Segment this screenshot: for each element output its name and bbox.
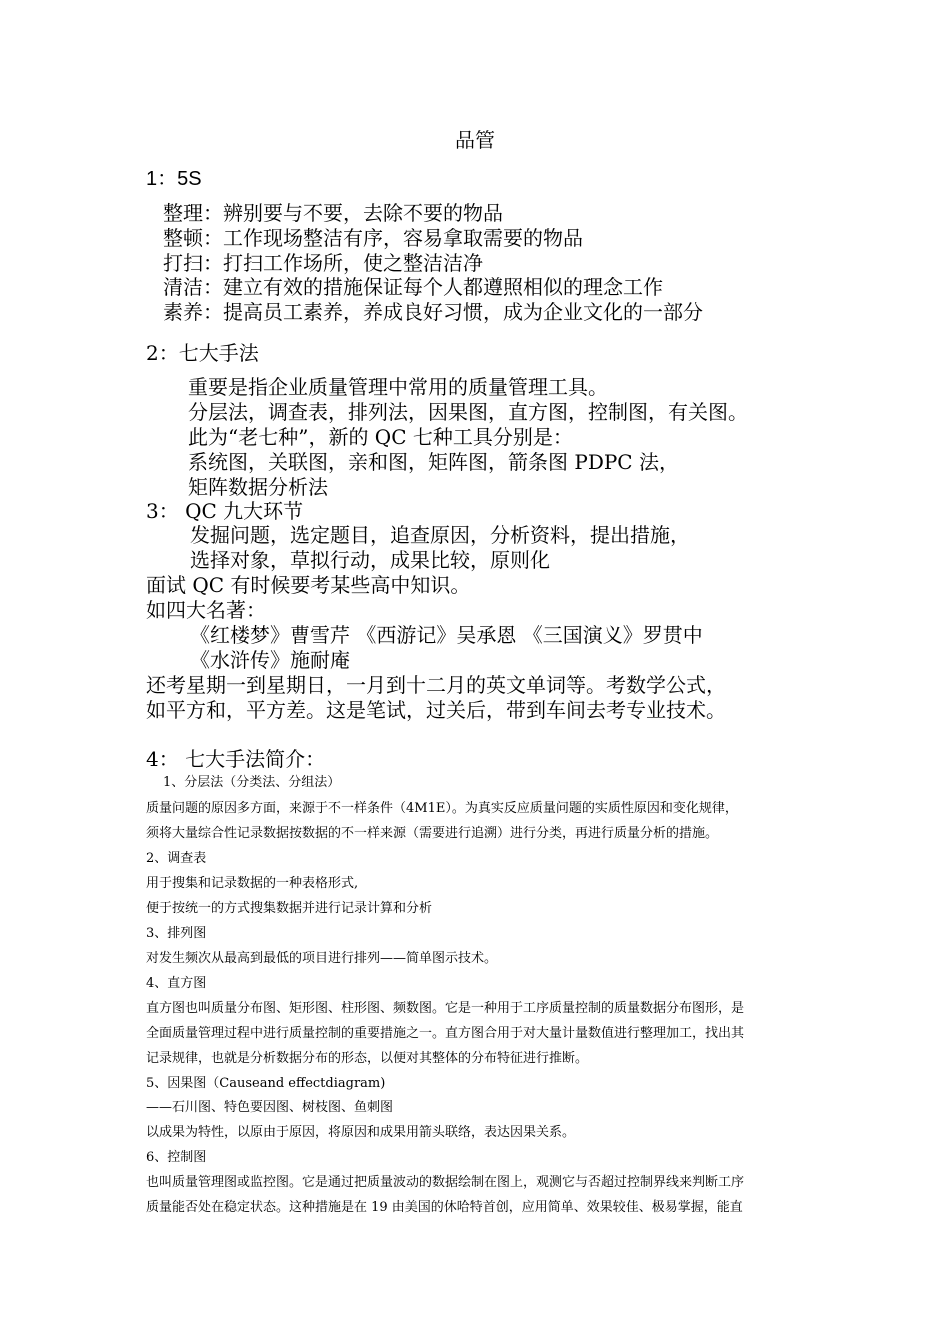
interview-line: 如四大名著： [146, 598, 266, 622]
s4-paragraph-line: ——石川图、特色要因图、树枝图、鱼刺图 [146, 1100, 394, 1115]
s2-line: 矩阵数据分析法 [188, 475, 328, 499]
s3-line: 发掘问题，选定题目，追查原因，分析资料，提出措施， [190, 523, 690, 547]
s4-paragraph-line: 质量问题的原因多方面，来源于不一样条件（4M1E）。为真实反应质量问题的实质性原因和变化规律， [146, 801, 738, 816]
s4-paragraph-line: 质量能否处在稳定状态。这种措施是在 19 由美国的休哈特首创，应用简单、效果较佳、极易掌握，能直 [146, 1200, 743, 1215]
s4-paragraph-line: 对发生频次从最高到最低的项目进行排列——简单图示技术。 [146, 951, 498, 966]
interview-line: 还考星期一到星期日，一月到十二月的英文单词等。考数学公式， [146, 673, 726, 697]
interview-line: 面试 QC 有时候要考某些高中知识。 [146, 573, 471, 597]
section-1-heading: 1：5S [146, 168, 202, 190]
s4-subheading: 2、调查表 [146, 851, 207, 866]
s4-paragraph-line: 记录规律，也就是分析数据分布的形态，以便对其整体的分布特征进行推断。 [146, 1051, 589, 1066]
section-2-heading: 2：七大手法 [146, 341, 259, 365]
s4-subheading: 4、直方图 [146, 976, 207, 991]
s2-line: 此为“老七种”，新的 QC 七种工具分别是： [188, 425, 573, 449]
s4-paragraph-line: 也叫质量管理图或监控图。它是通过把质量波动的数据绘制在图上，观测它与否超过控制界线来判断工序 [146, 1175, 745, 1190]
s4-paragraph-line: 全面质量管理过程中进行质量控制的重要措施之一。直方图合用于对大量计量数值进行整理加工，找出其 [146, 1026, 745, 1041]
s2-line: 分层法，调查表，排列法，因果图，直方图，控制图，有关图。 [188, 400, 748, 424]
interview-line: 《水浒传》施耐庵 [190, 648, 350, 672]
s2-line: 重要是指企业质量管理中常用的质量管理工具。 [188, 375, 608, 399]
s4-paragraph-line: 须将大量综合性记录数据按数据的不一样来源（需要进行追溯）进行分类，再进行质量分析的措施。 [146, 826, 719, 841]
s4-subheading: 1、分层法（分类法、分组法） [163, 775, 341, 790]
s4-paragraph-line: 用于搜集和记录数据的一种表格形式, [146, 876, 359, 891]
s3-line: 选择对象，草拟行动，成果比较，原则化 [190, 548, 550, 572]
s4-paragraph-line: 便于按统一的方式搜集数据并进行记录计算和分析 [146, 901, 433, 916]
interview-line: 如平方和，平方差。这是笔试，过关后，带到车间去考专业技术。 [146, 698, 726, 722]
s2-line: 系统图，关联图，亲和图，矩阵图，箭条图 PDPC 法， [188, 450, 679, 474]
s1-line: 整顿：工作现场整洁有序，容易拿取需要的物品 [163, 226, 583, 250]
section-4-heading: 4： 七大手法简介： [146, 747, 326, 771]
page-title: 品管 [455, 128, 495, 152]
s1-line: 清洁：建立有效的措施保证每个人都遵照相似的理念工作 [163, 275, 663, 299]
section-3-heading: 3： QC 九大环节 [146, 499, 304, 523]
s1-line: 打扫：打扫工作场所，使之整洁洁净 [163, 251, 483, 275]
s4-subheading: 6、控制图 [146, 1150, 207, 1165]
s4-subheading: 5、因果图（Causeand effectdiagram) [146, 1076, 386, 1091]
s4-paragraph-line: 直方图也叫质量分布图、矩形图、柱形图、频数图。它是一种用于工序质量控制的质量数据分布图形，是 [146, 1001, 745, 1016]
s4-subheading: 3、排列图 [146, 926, 207, 941]
interview-line: 《红楼梦》曹雪芹 《西游记》吴承恩 《三国演义》罗贯中 [190, 623, 703, 647]
s1-line: 整理：辨别要与不要，去除不要的物品 [163, 201, 503, 225]
s4-paragraph-line: 以成果为特性，以原由于原因，将原因和成果用箭头联络，表达因果关系。 [146, 1125, 576, 1140]
s1-line: 素养：提高员工素养，养成良好习惯，成为企业文化的一部分 [163, 300, 703, 324]
